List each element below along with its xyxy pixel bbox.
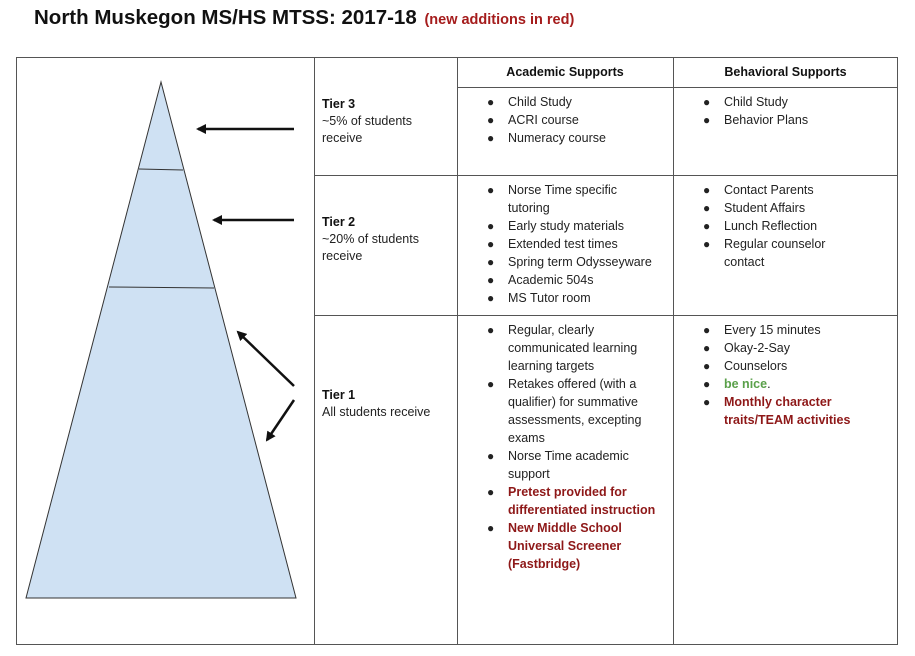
column-divider xyxy=(314,57,315,645)
list-item xyxy=(703,321,850,339)
bullet-icon: ● xyxy=(703,341,711,355)
list-item-text: Universal Screener xyxy=(508,539,622,553)
list-item-text: contact xyxy=(724,255,765,269)
list-item-text: differentiated instruction xyxy=(508,503,656,517)
bullet-icon: ● xyxy=(487,255,495,269)
list-item xyxy=(703,217,825,235)
list-item-text: tutoring xyxy=(508,201,550,215)
list-item-text: assessments, excepting xyxy=(508,413,642,427)
list-item-text: Contact Parents xyxy=(724,183,814,197)
tier-description: receive xyxy=(322,249,363,263)
tier3-behavioral-list xyxy=(703,93,809,129)
page-title xyxy=(34,6,574,30)
list-item xyxy=(487,519,655,573)
tier2-label xyxy=(322,214,419,265)
list-item xyxy=(487,483,656,519)
tier1-behavioral-list xyxy=(703,321,851,429)
list-item xyxy=(703,181,825,199)
list-item-text: Monthly character xyxy=(724,395,832,409)
list-item xyxy=(703,375,850,393)
list-item xyxy=(703,199,825,217)
bullet-icon: ● xyxy=(487,219,495,233)
tier-pyramid xyxy=(16,57,314,645)
bullet-icon: ● xyxy=(487,113,495,127)
tier1-label xyxy=(322,387,430,421)
list-item-text: Counselors xyxy=(724,359,788,373)
list-item-text: ACRI course xyxy=(508,113,579,127)
tier3-academic-list xyxy=(487,93,606,147)
list-item-suffix: . xyxy=(767,377,771,391)
tier2-academic-list xyxy=(487,181,652,307)
list-item xyxy=(487,321,655,375)
column-divider xyxy=(673,57,674,645)
list-item xyxy=(703,93,808,111)
tier2-behavioral-list xyxy=(703,181,826,271)
list-item-text: Numeracy course xyxy=(508,131,606,145)
list-item xyxy=(487,375,655,447)
bullet-icon: ● xyxy=(703,95,711,109)
list-item xyxy=(703,357,850,375)
list-item-text: Early study materials xyxy=(508,219,625,233)
tier-name: Tier 3 xyxy=(322,97,356,111)
title-note: (new additions in red) xyxy=(424,12,575,28)
bullet-icon: ● xyxy=(487,291,495,305)
bullet-icon: ● xyxy=(703,395,711,409)
list-item-text: Retakes offered (with a xyxy=(508,377,637,391)
tier-description: All students receive xyxy=(322,405,431,419)
tier1-academic-list xyxy=(487,321,656,573)
bullet-icon: ● xyxy=(487,183,495,197)
list-item-text: Every 15 minutes xyxy=(724,323,821,337)
bullet-icon: ● xyxy=(703,183,711,197)
list-item xyxy=(487,129,606,147)
list-item-text: Norse Time specific xyxy=(508,183,618,197)
bullet-icon: ● xyxy=(703,237,711,251)
list-item xyxy=(703,235,826,271)
tier3-label xyxy=(322,96,412,147)
column-divider xyxy=(457,57,458,645)
list-item-text: Child Study xyxy=(508,95,572,109)
list-item-text: New Middle School xyxy=(508,521,622,535)
bullet-icon: ● xyxy=(487,131,495,145)
list-item xyxy=(703,111,809,129)
list-item-text: Child Study xyxy=(724,95,788,109)
bullet-icon: ● xyxy=(703,219,711,233)
behavioral-header: Behavioral Supports xyxy=(724,65,847,79)
list-item-text: Extended test times xyxy=(508,237,618,251)
list-item-text: Spring term Odysseyware xyxy=(508,255,652,269)
list-item-text: traits/TEAM activities xyxy=(724,413,851,427)
list-item-text: Regular, clearly xyxy=(508,323,595,337)
list-item-text: Student Affairs xyxy=(724,201,806,215)
bullet-icon: ● xyxy=(703,201,711,215)
tier-name: Tier 1 xyxy=(322,388,356,402)
bullet-icon: ● xyxy=(487,273,495,287)
bullet-icon: ● xyxy=(487,521,495,535)
bullet-icon: ● xyxy=(487,95,495,109)
bullet-icon: ● xyxy=(703,359,711,373)
list-item xyxy=(703,339,850,357)
list-item-text: (Fastbridge) xyxy=(508,557,581,571)
tier1-arrow-up-icon xyxy=(238,332,294,386)
bullet-icon: ● xyxy=(703,323,711,337)
list-item xyxy=(487,93,606,111)
bullet-icon: ● xyxy=(487,449,495,463)
list-item xyxy=(487,181,652,217)
list-item-text: learning targets xyxy=(508,359,595,373)
list-item-text: support xyxy=(508,467,550,481)
list-item-text: Behavior Plans xyxy=(724,113,809,127)
list-item xyxy=(487,289,652,307)
list-item xyxy=(487,235,652,253)
bullet-icon: ● xyxy=(487,323,495,337)
list-item-text: Norse Time academic xyxy=(508,449,629,463)
list-item-text: exams xyxy=(508,431,545,445)
title-main: North Muskegon MS/HS MTSS: 2017-18 xyxy=(34,6,417,29)
row-divider xyxy=(314,175,898,176)
tier-description: ~20% of students xyxy=(322,232,419,246)
tier-description: ~5% of students xyxy=(322,114,412,128)
pyramid-shape xyxy=(26,82,296,598)
tier-name: Tier 2 xyxy=(322,215,356,229)
bullet-icon: ● xyxy=(703,113,711,127)
list-item-text: Regular counselor xyxy=(724,237,826,251)
tier1-arrow-down-icon xyxy=(267,400,294,440)
header-divider xyxy=(457,87,898,88)
list-item-text: Pretest provided for xyxy=(508,485,627,499)
list-item xyxy=(487,447,655,483)
list-item-text: Academic 504s xyxy=(508,273,594,287)
list-item xyxy=(487,253,652,271)
list-item xyxy=(703,393,851,429)
list-item-text: Lunch Reflection xyxy=(724,219,818,233)
academic-header: Academic Supports xyxy=(506,65,624,79)
list-item xyxy=(487,271,652,289)
list-item-text: qualifier) for summative xyxy=(508,395,638,409)
tier-description: receive xyxy=(322,131,363,145)
bullet-icon: ● xyxy=(487,377,495,391)
bullet-icon: ● xyxy=(703,377,711,391)
list-item-text: Okay-2-Say xyxy=(724,341,790,355)
bullet-icon: ● xyxy=(487,237,495,251)
list-item xyxy=(487,111,606,129)
list-item xyxy=(487,217,652,235)
bullet-icon: ● xyxy=(487,485,495,499)
list-item-text: MS Tutor room xyxy=(508,291,591,305)
list-item-text: be nice. xyxy=(724,377,771,391)
list-item-text: communicated learning xyxy=(508,341,638,355)
row-divider xyxy=(314,315,898,316)
